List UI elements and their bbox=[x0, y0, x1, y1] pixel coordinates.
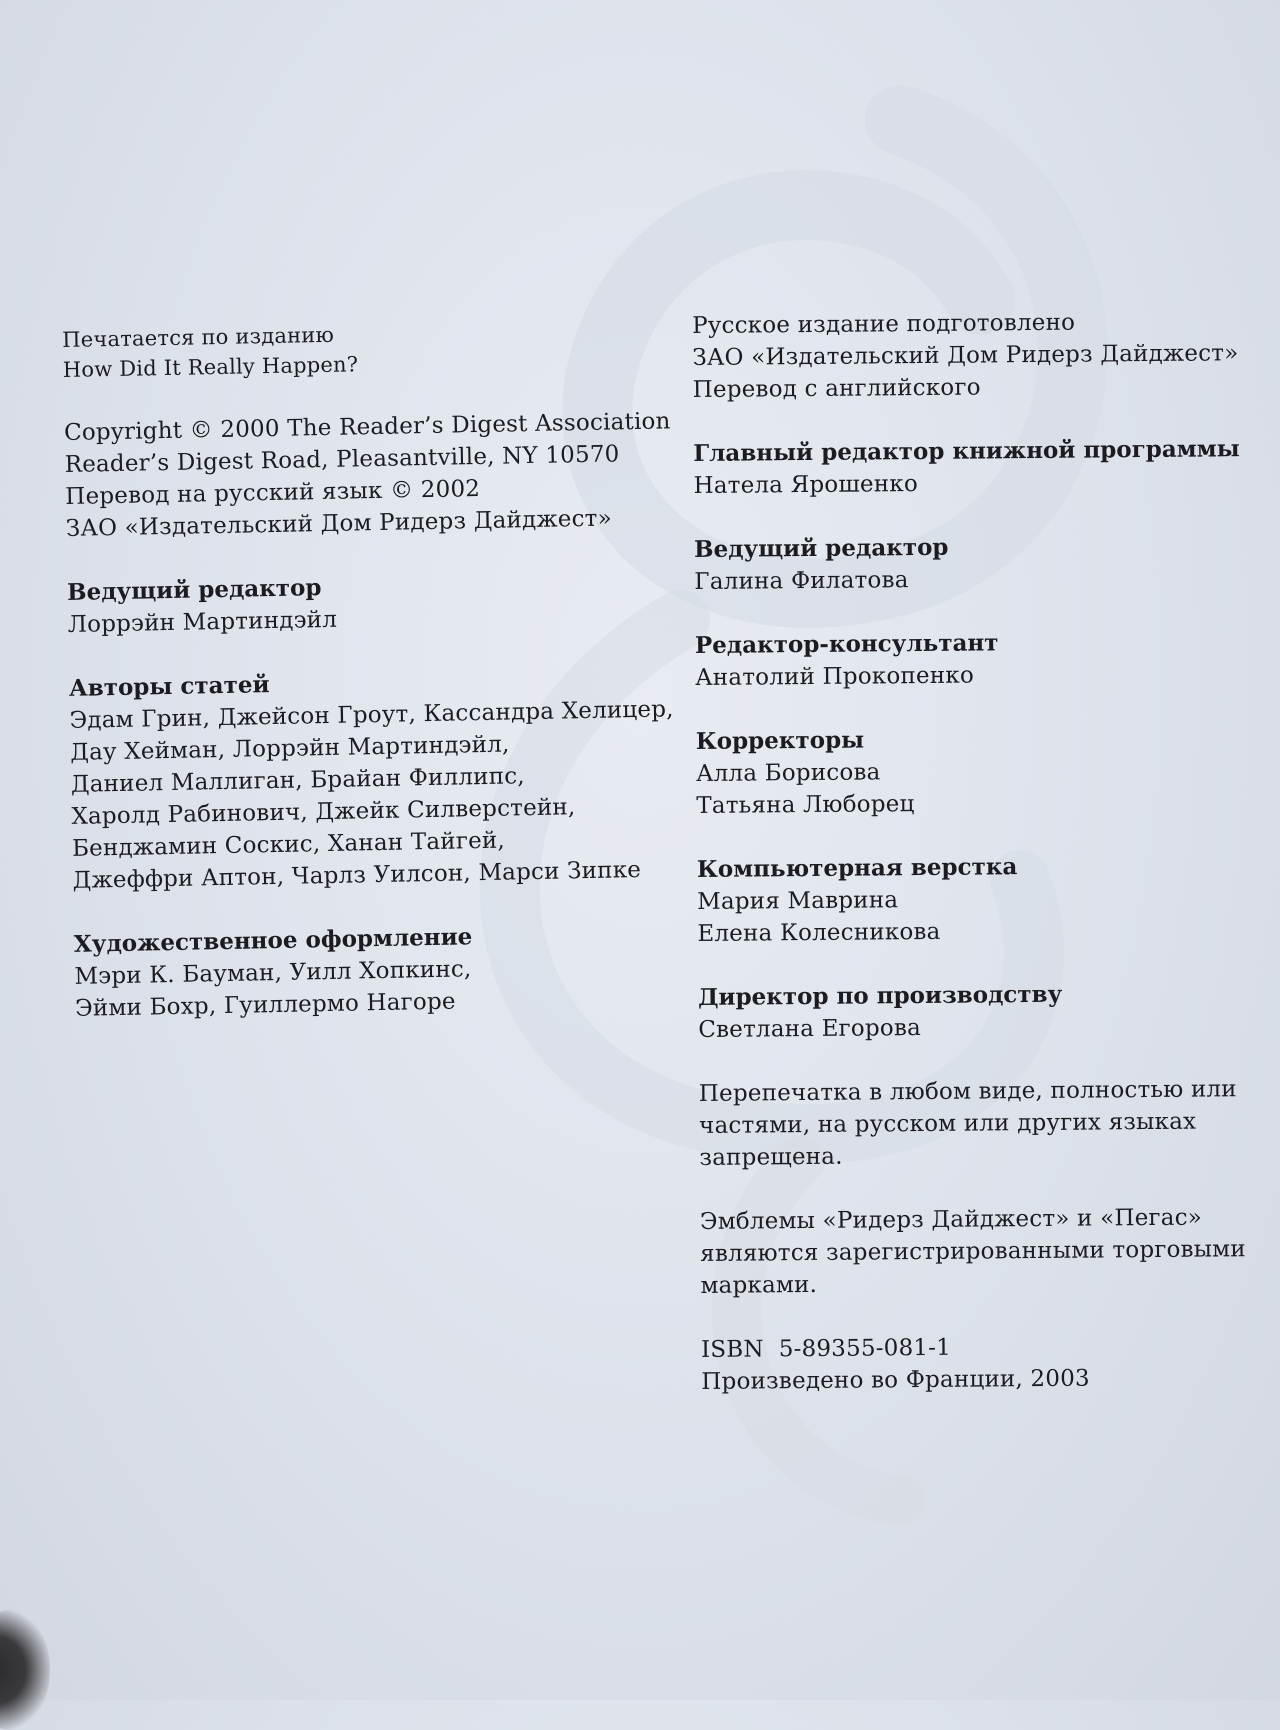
credit-line: Елена Колесникова bbox=[697, 918, 941, 947]
credit-line: Лоррэйн Мартиндэйл bbox=[67, 606, 338, 638]
credit-line: Галина Филатова bbox=[694, 567, 909, 595]
credit-line: Мария Маврина bbox=[697, 887, 899, 915]
russian-edition-block bbox=[692, 305, 1263, 406]
section-heading: Художественное оформление bbox=[73, 923, 473, 958]
consultant-block bbox=[695, 625, 1266, 694]
lead-editor-block bbox=[67, 565, 708, 641]
section-heading: Ведущий редактор bbox=[66, 574, 322, 606]
copyright-line: Перевод на русский язык © 2002 bbox=[65, 476, 481, 510]
copyright-block bbox=[64, 405, 706, 545]
art-design-block bbox=[74, 917, 716, 1025]
section-heading: Компьютерная верстка bbox=[696, 853, 1018, 883]
credit-line: Мэри К. Бауман, Уилл Хопкинс, bbox=[74, 956, 472, 990]
section-heading: Ведущий редактор bbox=[693, 533, 949, 563]
copyright-line: Copyright © 2000 The Reader’s Digest Association bbox=[63, 408, 671, 446]
notice-line: марками. bbox=[700, 1271, 818, 1299]
section-heading: Главный редактор книжной программы bbox=[693, 435, 1240, 467]
production-country-line: Произведено во Франции, 2003 bbox=[701, 1365, 1090, 1395]
source-line: Печатается по изданию bbox=[62, 322, 335, 352]
layout-block bbox=[697, 849, 1268, 950]
section-heading: Авторы статей bbox=[68, 671, 270, 702]
credit-line: Бенджамин Соскис, Ханан Тайгей, bbox=[71, 827, 506, 862]
notice-line: запрещена. bbox=[699, 1143, 843, 1171]
credit-line: Джеффри Аптон, Чарлз Уилсон, Марси Зипке bbox=[72, 856, 642, 894]
credit-line: Эдам Грин, Джейсон Гроут, Кассандра Хелицер, bbox=[69, 696, 674, 734]
credit-line: Дау Хейман, Лоррэйн Мартиндэйл, bbox=[69, 731, 510, 766]
section-heading: Корректоры bbox=[695, 726, 865, 755]
section-heading: Директор по производству bbox=[697, 980, 1063, 1011]
copyright-line: Reader’s Digest Road, Pleasantville, NY 10570 bbox=[64, 441, 620, 478]
edition-line: Русское издание подготовлено bbox=[692, 309, 1076, 339]
proofreaders-block bbox=[696, 721, 1267, 822]
copyright-line: ЗАО «Издательский Дом Ридерз Дайджест» bbox=[65, 505, 613, 542]
credit-line: Татьяна Люборец bbox=[696, 791, 915, 819]
section-heading: Редактор-консультант bbox=[694, 629, 999, 659]
authors-block bbox=[69, 661, 713, 897]
source-edition-block bbox=[62, 313, 703, 385]
credit-line: Анатолий Прокопенко bbox=[695, 662, 975, 691]
source-line: How Did It Really Happen? bbox=[62, 352, 359, 382]
right-column bbox=[692, 305, 1272, 1430]
notice-line: Эмблемы «Ридерз Дайджест» и «Пегас» bbox=[699, 1204, 1203, 1235]
edition-line: Перевод с английского bbox=[692, 374, 981, 403]
isbn-block bbox=[701, 1329, 1272, 1398]
credit-line: Алла Борисова bbox=[695, 759, 881, 787]
production-block bbox=[698, 977, 1269, 1046]
notice-line: частями, на русском или других языках bbox=[699, 1108, 1197, 1139]
edition-line: ЗАО «Издательский Дом Ридерз Дайджест» bbox=[692, 340, 1239, 371]
credit-line: Харолд Рабинович, Джейк Силверстейн, bbox=[71, 794, 576, 830]
credit-line: Натела Ярошенко bbox=[693, 471, 919, 499]
lead-editor-block bbox=[694, 529, 1265, 598]
chief-editor-block bbox=[693, 433, 1264, 502]
notice-line: Перепечатка в любом виде, полностью или bbox=[698, 1076, 1237, 1107]
left-column bbox=[62, 313, 716, 1057]
reprint-notice-block bbox=[699, 1073, 1270, 1174]
trademarks-block bbox=[700, 1201, 1271, 1302]
credit-line: Эйми Бохр, Гуиллермо Нагоре bbox=[74, 988, 456, 1022]
credit-line: Даниел Маллиган, Брайан Филлипс, bbox=[70, 763, 526, 798]
notice-line: являются зарегистрированными торговыми bbox=[700, 1236, 1246, 1267]
isbn-line: ISBN 5-89355-081-1 bbox=[700, 1334, 952, 1363]
credit-line: Светлана Егорова bbox=[698, 1015, 922, 1043]
